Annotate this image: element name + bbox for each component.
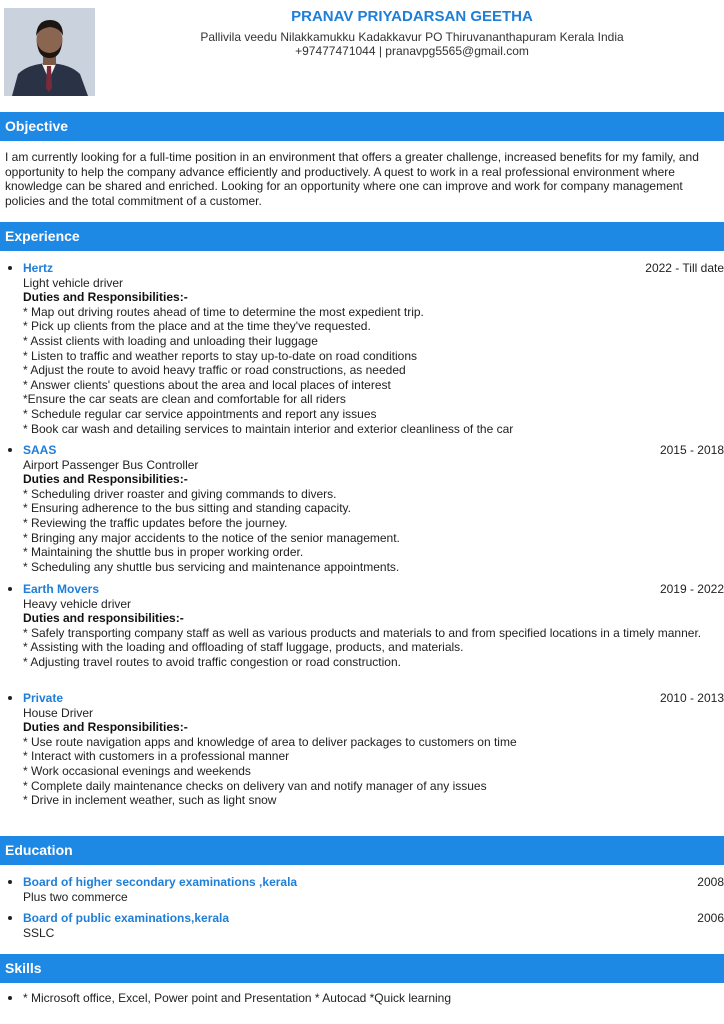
duty-item: * Ensuring adherence to the bus sitting and standing capacity. [23, 501, 351, 516]
duty-item: * Scheduling driver roaster and giving commands to divers. [23, 486, 337, 501]
duty-item: * Safely transporting company staff as well as various products and materials to and from specified locations in a timely manner. [23, 625, 702, 640]
bullet [8, 696, 12, 700]
duty-item: * Assisting with the loading and offloading of staff luggage, products, and materials. [23, 640, 464, 655]
company-name: Private [23, 691, 64, 705]
duty-item: * Bringing any major accidents to the notice of the senior management. [23, 530, 400, 545]
bullet [8, 996, 12, 1000]
education-board: Board of higher secondary examinations ,kerala [23, 875, 298, 889]
duty-item: * Maintaining the shuttle bus in proper working order. [23, 545, 304, 560]
company-name: SAAS [23, 443, 57, 457]
experience-item [0, 261, 724, 436]
education-course: SSLC [23, 925, 55, 940]
education-entry [0, 911, 724, 940]
duty-item: * Work occasional evenings and weekends [23, 763, 251, 778]
education-entry [0, 875, 724, 904]
employment-dates: 2015 - 2018 [659, 443, 724, 457]
duty-item: * Assist clients with loading and unloading their luggage [23, 333, 318, 348]
education-year: 2008 [697, 875, 724, 889]
education-item [0, 911, 724, 940]
bullet [8, 266, 12, 270]
candidate-name: PRANAV PRIYADARSAN GEETHA [291, 8, 533, 25]
duty-item: * Adjusting travel routes to avoid traffic congestion or road construction. [23, 654, 401, 669]
objective-text: I am currently looking for a full-time position in an environment that offers a greater challenge, increased benefits for my family, and opportunity to help the company advance efficiently and productively. A quest to work in a real professional environment where knowledge can be shared and enriched. Looking for an opportunity where one can improve and work for company management policies and the total commitment of a customer. [5, 150, 699, 208]
bullet [8, 587, 12, 591]
resume-header [100, 8, 724, 58]
experience-entry [0, 582, 724, 670]
skills-text: * Microsoft office, Excel, Power point and Presentation * Autocad *Quick learning [23, 991, 452, 1005]
experience-item [0, 691, 724, 808]
experience-item [0, 582, 724, 670]
duty-item: * Use route navigation apps and knowledge of area to deliver packages to customers on time [23, 734, 517, 749]
section-heading-skills: Skills [0, 954, 724, 983]
duties-heading: Duties and Responsibilities:- [23, 720, 188, 735]
profile-photo [4, 8, 95, 96]
duty-item: * Answer clients' questions about the area and local places of interest [23, 377, 391, 392]
section-heading-objective: Objective [0, 112, 724, 141]
skills-entry [0, 991, 724, 1006]
section-heading-education: Education [0, 836, 724, 865]
employment-dates: 2010 - 2013 [659, 691, 724, 705]
bullet [8, 880, 12, 884]
job-role: Airport Passenger Bus Controller [23, 457, 199, 472]
duty-item: * Reviewing the traffic updates before the journey. [23, 515, 288, 530]
job-role: House Driver [23, 705, 94, 720]
bullet [8, 916, 12, 920]
contact-info: +97477471044 | pranavpg5565@gmail.com [295, 44, 529, 58]
bullet [8, 448, 12, 452]
education-item [0, 875, 724, 904]
duty-item: * Drive in inclement weather, such as light snow [23, 793, 277, 808]
duties-heading: Duties and Responsibilities:- [23, 290, 188, 305]
duties-heading: Duties and Responsibilities:- [23, 472, 188, 487]
education-board: Board of public examinations,kerala [23, 911, 230, 925]
job-role: Light vehicle driver [23, 275, 124, 290]
duty-item: * Scheduling any shuttle bus servicing and maintenance appointments. [23, 559, 400, 574]
duty-item: * Interact with customers in a professional manner [23, 749, 290, 764]
duty-item: * Pick up clients from the place and at the time they've requested. [23, 319, 371, 334]
employment-dates: 2019 - 2022 [659, 582, 724, 596]
duty-item: * Adjust the route to avoid heavy traffic or road constructions, as needed [23, 363, 406, 378]
experience-entry [0, 443, 724, 574]
duty-item: * Complete daily maintenance checks on delivery van and notify manager of any issues [23, 778, 487, 793]
address: Pallivila veedu Nilakkamukku Kadakkavur PO Thiruvananthapuram Kerala India [200, 30, 624, 44]
duty-item: * Book car wash and detailing services to maintain interior and exterior cleanliness of the car [23, 421, 514, 436]
duty-item: * Listen to traffic and weather reports to stay up-to-date on road conditions [23, 348, 418, 363]
duty-item: * Map out driving routes ahead of time to determine the most expedient trip. [23, 304, 424, 319]
experience-entry [0, 691, 724, 808]
duty-item: * Schedule regular car service appointments and report any issues [23, 406, 377, 421]
employment-dates: 2022 - Till date [645, 261, 724, 275]
experience-item [0, 443, 724, 574]
education-year: 2006 [697, 911, 724, 925]
duties-heading: Duties and responsibilities:- [23, 611, 184, 626]
company-name: Hertz [23, 261, 54, 275]
section-heading-experience: Experience [0, 222, 724, 251]
experience-entry [0, 261, 724, 436]
education-course: Plus two commerce [23, 889, 128, 904]
skills-item [0, 991, 724, 1006]
company-name: Earth Movers [23, 582, 100, 596]
job-role: Heavy vehicle driver [23, 596, 132, 611]
duty-item: *Ensure the car seats are clean and comfortable for all riders [23, 392, 346, 407]
